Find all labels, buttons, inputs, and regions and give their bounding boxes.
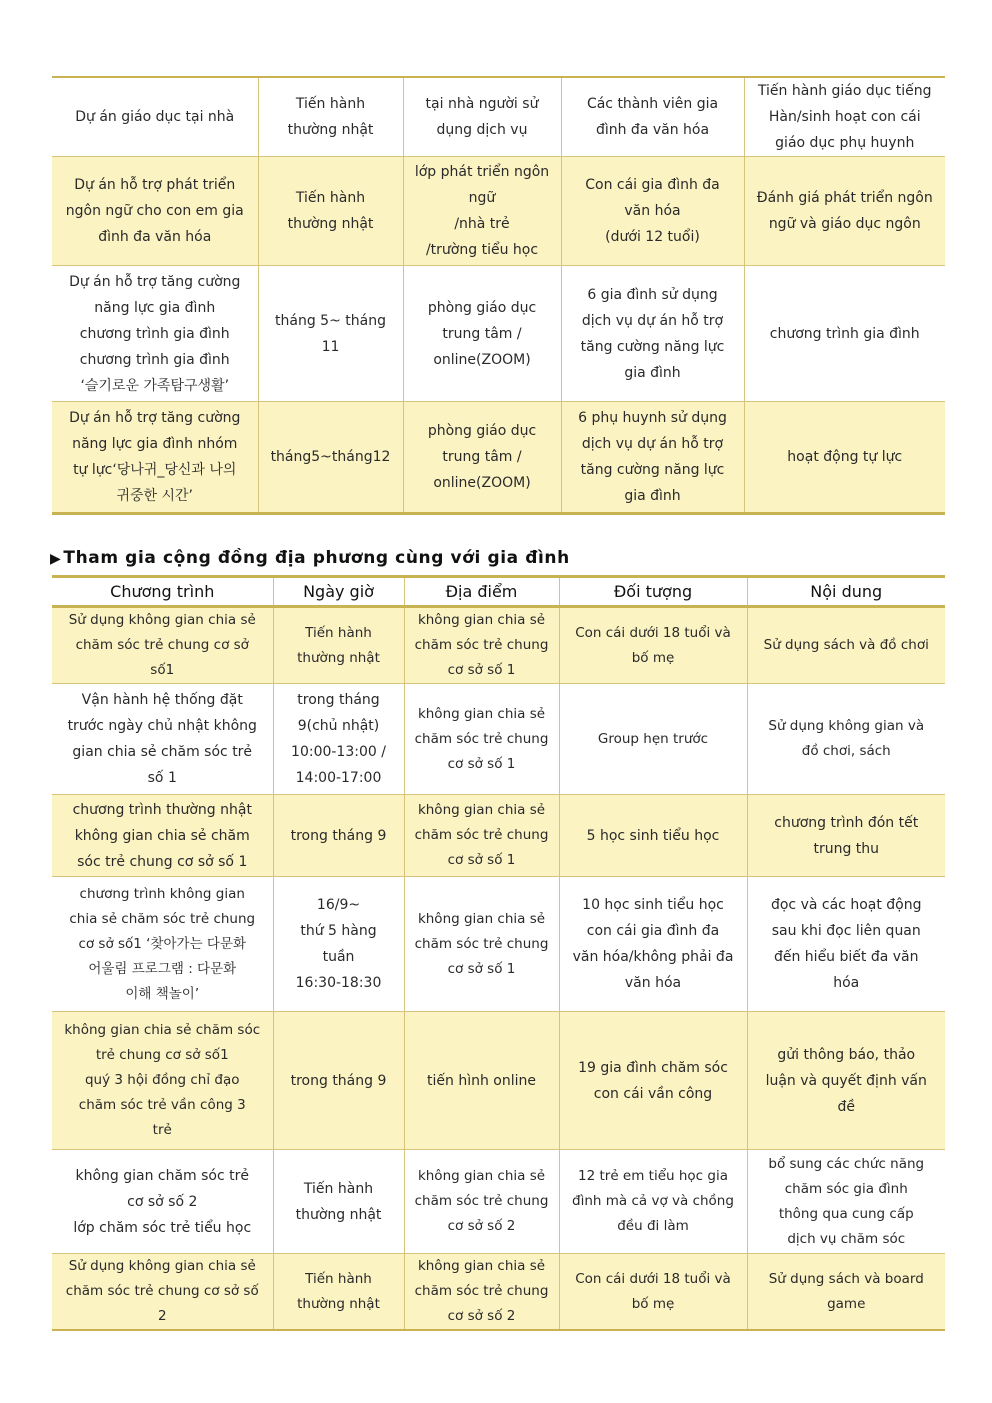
table-row bbox=[52, 1012, 945, 1150]
location-cell: tại nhà người sử dụng dịch vụ bbox=[403, 77, 561, 157]
target-cell: Con cái dưới 18 tuổi và bố mẹ bbox=[559, 607, 747, 684]
target-cell: 6 phụ huynh sử dụng dịch vụ dự án hỗ trợ tăng cường năng lực gia đình bbox=[561, 402, 744, 514]
location-cell: tiến hình online bbox=[404, 1012, 559, 1150]
content-cell: Tiến hành giáo dục tiếng Hàn/sinh hoạt con cái giáo dục phụ huynh bbox=[744, 77, 945, 157]
target-cell: Các thành viên gia đình đa văn hóa bbox=[561, 77, 744, 157]
section-heading bbox=[50, 545, 950, 572]
content-cell: gửi thông báo, thảo luận và quyết định vấn đề bbox=[747, 1012, 945, 1150]
content-cell: Sử dụng không gian và đồ chơi, sách bbox=[747, 684, 945, 795]
header-datetime: Ngày giờ bbox=[273, 577, 404, 607]
table-row bbox=[52, 607, 945, 684]
location-cell: không gian chia sẻ chăm sóc trẻ chung cơ sở số 1 bbox=[404, 607, 559, 684]
table-header-row bbox=[52, 577, 945, 607]
table-row bbox=[52, 402, 945, 514]
content-cell: bổ sung các chức năng chăm sóc gia đình thông qua cung cấp dịch vụ chăm sóc bbox=[747, 1150, 945, 1254]
datetime-cell: Tiến hành thường nhật bbox=[273, 1150, 404, 1254]
target-cell: 12 trẻ em tiểu học gia đình mà cả vợ và chồng đều đi làm bbox=[559, 1150, 747, 1254]
location-cell: phòng giáo dục trung tâm / online(ZOOM) bbox=[403, 266, 561, 402]
location-cell: không gian chia sẻ chăm sóc trẻ chung cơ sở số 1 bbox=[404, 795, 559, 877]
triangle-right-icon: ▶ bbox=[50, 551, 62, 567]
target-cell: Con cái dưới 18 tuổi và bố mẹ bbox=[559, 1254, 747, 1331]
datetime-cell: trong tháng 9(chủ nhật) 10:00-13:00 / 14:00-17:00 bbox=[273, 684, 404, 795]
schedule-cell: tháng 5~ tháng 11 bbox=[258, 266, 403, 402]
header-target: Đối tượng bbox=[559, 577, 747, 607]
location-cell: không gian chia sẻ chăm sóc trẻ chung cơ sở số 2 bbox=[404, 1150, 559, 1254]
datetime-cell: trong tháng 9 bbox=[273, 795, 404, 877]
section-title: Tham gia cộng đồng địa phương cùng với gia đình bbox=[63, 548, 570, 568]
content-cell: Đánh giá phát triển ngôn ngữ và giáo dục ngôn bbox=[744, 157, 945, 266]
table-row bbox=[52, 684, 945, 795]
datetime-cell: trong tháng 9 bbox=[273, 1012, 404, 1150]
location-cell: không gian chia sẻ chăm sóc trẻ chung cơ sở số 2 bbox=[404, 1254, 559, 1331]
datetime-cell: 16/9~ thứ 5 hàng tuần 16:30-18:30 bbox=[273, 877, 404, 1012]
location-cell: phòng giáo dục trung tâm / online(ZOOM) bbox=[403, 402, 561, 514]
schedule-cell: Tiến hành thường nhật bbox=[258, 157, 403, 266]
content-cell: chương trình gia đình bbox=[744, 266, 945, 402]
table-row bbox=[52, 266, 945, 402]
content-cell: Sử dụng sách và board game bbox=[747, 1254, 945, 1331]
content-cell: Sử dụng sách và đồ chơi bbox=[747, 607, 945, 684]
datetime-cell: Tiến hành thường nhật bbox=[273, 607, 404, 684]
location-cell: không gian chia sẻ chăm sóc trẻ chung cơ sở số 1 bbox=[404, 877, 559, 1012]
target-cell: 6 gia đình sử dụng dịch vụ dự án hỗ trợ tăng cường năng lực gia đình bbox=[561, 266, 744, 402]
table-row bbox=[52, 1254, 945, 1331]
table-row bbox=[52, 795, 945, 877]
table-row bbox=[52, 157, 945, 266]
program-cell: Sử dụng không gian chia sẻ chăm sóc trẻ chung cơ sở số1 bbox=[52, 607, 273, 684]
home-education-table bbox=[52, 76, 945, 515]
program-cell: Dự án hỗ trợ phát triển ngôn ngữ cho con em gia đình đa văn hóa bbox=[52, 157, 258, 266]
schedule-cell: tháng5~tháng12 bbox=[258, 402, 403, 514]
header-content: Nội dung bbox=[747, 577, 945, 607]
program-cell: Dự án hỗ trợ tăng cường năng lực gia đình nhóm tự lực‘당나귀_당신과 나의 귀중한 시간’ bbox=[52, 402, 258, 514]
location-cell: không gian chia sẻ chăm sóc trẻ chung cơ sở số 1 bbox=[404, 684, 559, 795]
program-cell: chương trình không gian chia sẻ chăm sóc trẻ chung cơ sở số1 ‘찾아가는 다문화 어울림 프로그램 : 다문화 이해 책놀이’ bbox=[52, 877, 273, 1012]
schedule-cell: Tiến hành thường nhật bbox=[258, 77, 403, 157]
content-cell: hoạt động tự lực bbox=[744, 402, 945, 514]
target-cell: 5 học sinh tiểu học bbox=[559, 795, 747, 877]
content-cell: đọc và các hoạt động sau khi đọc liên quan đến hiểu biết đa văn hóa bbox=[747, 877, 945, 1012]
table-row bbox=[52, 877, 945, 1012]
content-cell: chương trình đón tết trung thu bbox=[747, 795, 945, 877]
datetime-cell: Tiến hành thường nhật bbox=[273, 1254, 404, 1331]
target-cell: 19 gia đình chăm sóc con cái vần công bbox=[559, 1012, 747, 1150]
program-cell: không gian chia sẻ chăm sóc trẻ chung cơ sở số1 quý 3 hội đồng chỉ đạo chăm sóc trẻ vần công 3 trẻ bbox=[52, 1012, 273, 1150]
table-row bbox=[52, 1150, 945, 1254]
program-cell: không gian chăm sóc trẻ cơ sở số 2 lớp chăm sóc trẻ tiểu học bbox=[52, 1150, 273, 1254]
program-cell: Sử dụng không gian chia sẻ chăm sóc trẻ chung cơ sở số 2 bbox=[52, 1254, 273, 1331]
target-cell: Con cái gia đình đa văn hóa (dưới 12 tuổi) bbox=[561, 157, 744, 266]
program-cell: Dự án giáo dục tại nhà bbox=[52, 77, 258, 157]
community-participation-table bbox=[52, 575, 945, 1331]
program-cell: chương trình thường nhật không gian chia sẻ chăm sóc trẻ chung cơ sở số 1 bbox=[52, 795, 273, 877]
header-location: Địa điểm bbox=[404, 577, 559, 607]
table-row bbox=[52, 77, 945, 157]
target-cell: Group hẹn trước bbox=[559, 684, 747, 795]
program-cell: Vận hành hệ thống đặt trước ngày chủ nhật không gian chia sẻ chăm sóc trẻ số 1 bbox=[52, 684, 273, 795]
location-cell: lớp phát triển ngôn ngữ /nhà trẻ /trường tiểu học bbox=[403, 157, 561, 266]
program-cell: Dự án hỗ trợ tăng cường năng lực gia đình chương trình gia đình chương trình gia đình ‘슬기로운 가족탐구생활’ bbox=[52, 266, 258, 402]
target-cell: 10 học sinh tiểu học con cái gia đình đa văn hóa/không phải đa văn hóa bbox=[559, 877, 747, 1012]
header-program: Chương trình bbox=[52, 577, 273, 607]
